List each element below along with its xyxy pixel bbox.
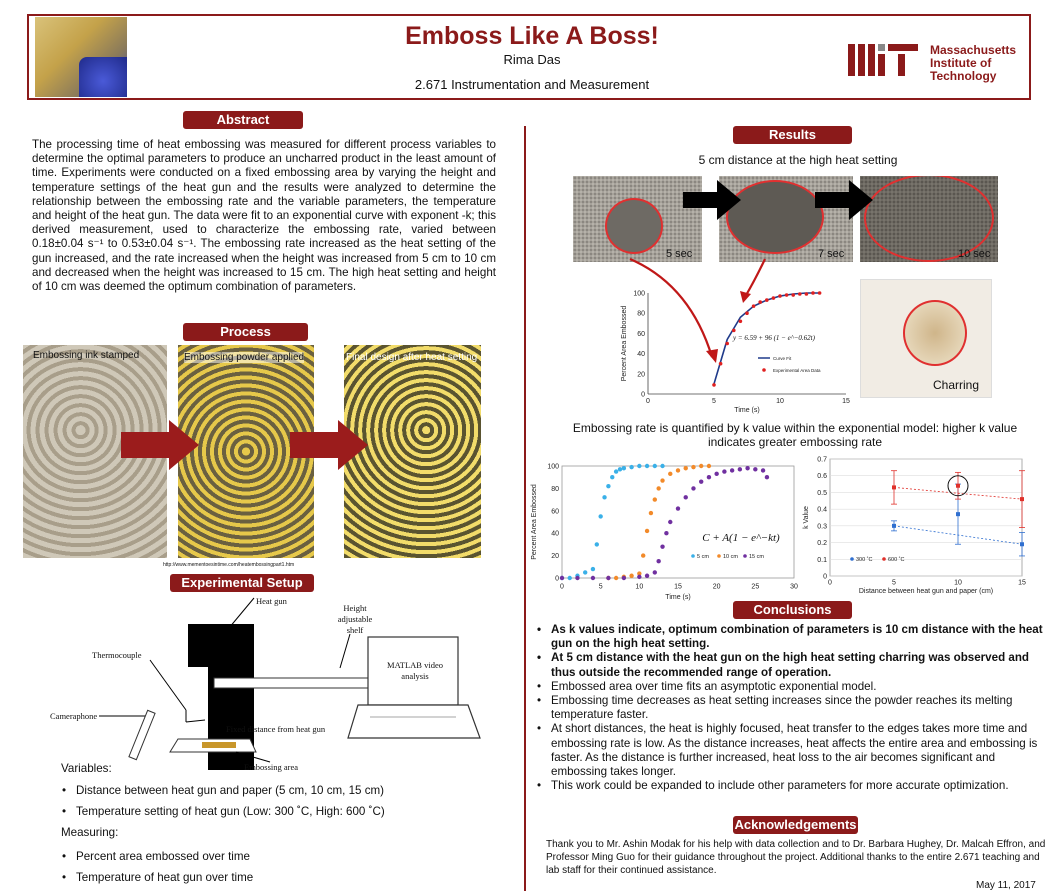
list-item: • Temperature of heat gun over time (58, 871, 478, 885)
x-axis-label: Time (s) (665, 594, 691, 601)
data-point (739, 319, 743, 323)
data-point (595, 542, 599, 546)
y-tick-label: 0 (641, 391, 645, 399)
model-equation: C + A(1 − e^−kt) (702, 532, 780, 544)
source-url: http://www.mementoesintime.com/heatembossingpart1.htm (163, 562, 295, 568)
y-tick-label: 40 (637, 351, 645, 359)
y-axis-label: Percent Area Embossed (531, 484, 538, 560)
x-tick-label: 0 (560, 583, 564, 591)
fit-equation: y = 6.59 + 96 (1 − e^−0.62t) (733, 334, 815, 342)
data-point (660, 478, 664, 482)
data-point (714, 472, 718, 476)
data-point (722, 469, 726, 473)
y-tick-label: 0.4 (817, 506, 827, 514)
x-tick-label: 20 (712, 583, 721, 591)
data-point (614, 469, 618, 473)
list-item: • Distance between heat gun and paper (5 cm, 10 cm, 15 cm) (58, 784, 478, 798)
institution-name (930, 44, 1016, 83)
column-divider (524, 126, 526, 891)
result-photo-10sec (860, 176, 998, 262)
label-heat-gun: Heat gun (256, 596, 287, 606)
x-tick-label: 5 (712, 398, 716, 405)
institution-line: Institute of (930, 56, 992, 70)
y-tick-label: 60 (637, 330, 645, 338)
data-point (560, 576, 564, 580)
data-point (656, 559, 660, 563)
data-point (606, 576, 610, 580)
legend-label: Experimental Area Data (773, 368, 821, 373)
charring-photo (860, 279, 992, 398)
legend-swatch (882, 557, 886, 561)
data-point (645, 529, 649, 533)
legend-swatch (850, 557, 854, 561)
legend-label: 15 cm (749, 554, 764, 560)
time-label: 10 sec (958, 248, 991, 260)
legend-label: 600 ˚C (888, 557, 905, 563)
data-point (641, 553, 645, 557)
process-caption: Embossing ink stamped (33, 350, 140, 361)
y-tick-label: 0.7 (817, 456, 827, 464)
data-point (684, 495, 688, 499)
data-point (598, 514, 602, 518)
y-tick-label: 100 (633, 290, 645, 298)
y-tick-label: 100 (547, 463, 559, 471)
data-point (660, 544, 664, 548)
legend-label: 5 cm (697, 554, 709, 560)
right-arrow-icon (121, 420, 201, 470)
label-cameraphone: Cameraphone (50, 711, 98, 721)
data-point (712, 383, 716, 387)
results-subtitle: 5 cm distance at the high heat setting (698, 153, 898, 167)
right-arrow-icon (290, 420, 370, 470)
data-point (725, 342, 729, 346)
label-thermocouple: Thermocouple (92, 650, 142, 660)
author: Rima Das (503, 52, 561, 67)
x-tick-label: 15 (1018, 579, 1026, 587)
y-tick-label: 0.3 (817, 523, 827, 531)
label-matlab: MATLAB video analysis (387, 660, 443, 681)
data-point (778, 294, 782, 298)
data-point (798, 292, 802, 296)
right-arrow-icon (683, 180, 743, 220)
data-point (818, 291, 822, 295)
data-point (622, 576, 626, 580)
legend-swatch-data (762, 368, 766, 372)
y-axis-label: Percent Area Embossed (621, 305, 628, 382)
data-point (610, 475, 614, 479)
data-point (691, 486, 695, 490)
data-point (752, 304, 756, 308)
data-point (676, 468, 680, 472)
x-axis-label: Time (s) (734, 407, 760, 414)
legend-label: 10 cm (723, 554, 738, 560)
data-point (606, 484, 610, 488)
y-tick-label: 0.5 (817, 489, 827, 497)
conclusion-item: • Embossing time decreases as heat setting increases since the powder reaches its melting temperature faster. (533, 694, 1051, 722)
data-point (765, 475, 769, 479)
x-tick-label: 10 (954, 579, 962, 587)
data-point (660, 464, 664, 468)
data-point (622, 466, 626, 470)
x-tick-label: 0 (828, 579, 832, 587)
y-tick-label: 0.1 (817, 556, 827, 564)
data-point (791, 293, 795, 297)
x-tick-label: 15 (674, 583, 682, 591)
measuring-title: Measuring: (61, 826, 119, 839)
list-item: • Temperature setting of heat gun (Low: 300 ˚C, High: 600 ˚C) (58, 805, 478, 819)
plot-frame (562, 466, 794, 578)
y-tick-label: 0 (823, 573, 827, 581)
data-point (956, 484, 960, 488)
x-tick-label: 5 (892, 579, 896, 587)
data-point (765, 298, 769, 302)
y-tick-label: 20 (551, 553, 559, 561)
date: May 11, 2017 (976, 880, 1036, 891)
mit-logo (848, 44, 920, 76)
data-point (645, 574, 649, 578)
x-tick-label: 0 (646, 398, 650, 405)
data-point (676, 506, 680, 510)
results-heading: Results (733, 126, 852, 144)
data-point (629, 574, 633, 578)
data-point (668, 520, 672, 524)
data-point (637, 464, 641, 468)
data-point (649, 511, 653, 515)
setup-heading: Experimental Setup (170, 574, 314, 592)
x-tick-label: 10 (776, 398, 784, 405)
data-point (956, 512, 960, 516)
setup-diagram (40, 592, 510, 777)
legend-label: Curve Fit (773, 356, 792, 361)
conclusions-heading: Conclusions (733, 601, 852, 619)
data-point (1020, 497, 1024, 501)
right-arrow-icon (815, 180, 875, 220)
data-point (618, 467, 622, 471)
fit-chart (618, 283, 853, 416)
data-point (761, 468, 765, 472)
data-point (629, 465, 633, 469)
data-point (719, 362, 723, 366)
variables-title: Variables: (61, 762, 112, 775)
data-point (699, 479, 703, 483)
y-tick-label: 80 (551, 485, 559, 493)
charring-label: Charring (933, 378, 980, 392)
data-point (637, 575, 641, 579)
acknowledgements-text: Thank you to Mr. Ashin Modak for his help with data collection and to Dr. Barbara Hughey, Dr. Malcah Effron, and Professor Ming Guo for their guidance throughout the project. Additional thanks to the entire 2.671 teaching and lab staff for their continued assistance. (546, 839, 1046, 876)
data-point (591, 576, 595, 580)
data-point (753, 467, 757, 471)
data-point (811, 291, 815, 295)
data-point (614, 576, 618, 580)
variables-list (58, 784, 478, 819)
legend-swatch (691, 554, 695, 558)
process-heading: Process (183, 323, 308, 341)
x-tick-label: 25 (751, 583, 760, 591)
abstract-heading: Abstract (183, 111, 303, 129)
label-fixed-distance: Fixed distance from heat gun (226, 724, 326, 734)
poster-title: Emboss Like A Boss! (405, 22, 659, 50)
data-point (568, 576, 572, 580)
data-point (602, 495, 606, 499)
data-point (758, 300, 762, 304)
legend-label: 300 ˚C (856, 557, 873, 563)
time-label: 7 sec (818, 248, 845, 260)
y-tick-label: 20 (637, 371, 645, 379)
data-point (730, 468, 734, 472)
data-point (575, 576, 579, 580)
y-axis-label: k Value (803, 506, 810, 529)
label-embossing-area: Embossing area (244, 762, 299, 772)
y-tick-label: 0.6 (817, 473, 827, 481)
legend-swatch (743, 554, 747, 558)
time-label: 5 sec (666, 248, 693, 260)
y-tick-label: 40 (551, 530, 559, 538)
k-value-chart (800, 452, 1030, 600)
area-time-chart (528, 455, 804, 603)
y-tick-label: 0 (555, 575, 559, 583)
data-point (745, 311, 749, 315)
data-point (707, 475, 711, 479)
abstract-text: The processing time of heat embossing was measured for different process variables to determine the optimal parameters to produce an uncharred product in the least amount of time. Experiments were conducted on a fixed embossing area by varying the height and temperature settings of the heat gun and the results were analyzed to determine the relationship between the embossing rate and the variable parameters, the temperature and height of the heat gun. The data were fit to an exponential curve with exponent -k; this derived measurement, used to characterize the embossing rate, varied between 0.18±0.04 s⁻¹ to 0.53±0.04 s⁻¹. The embossing rate increased as the heat setting of the gun increased, and the rate increased when the height was increased from 5 cm to 10 cm and decreased when the height was increased to 15 cm. The high heat setting and height of 10 cm was deemed the optimum combination of parameters. (32, 138, 496, 294)
process-caption: Final design after heat setting (346, 352, 478, 363)
data-point (707, 464, 711, 468)
x-tick-label: 10 (635, 583, 644, 591)
conclusion-item: • This work could be expanded to include other parameters for more accurate optimization. (533, 779, 1051, 793)
y-tick-label: 60 (551, 508, 559, 516)
course: 2.671 Instrumentation and Measurement (414, 77, 650, 92)
acknowledgements-heading: Acknowledgements (734, 817, 857, 832)
data-point (664, 531, 668, 535)
conclusions-list (533, 623, 1051, 793)
x-tick-label: 5 (598, 583, 603, 591)
label-shelf: Height adjustable shelf (337, 603, 373, 635)
conclusion-item: • As k values indicate, optimum combination of parameters is 10 cm distance with the heat gun on the high heat setting. (533, 623, 1051, 651)
list-item: • Percent area embossed over time (58, 850, 478, 864)
data-point (591, 567, 595, 571)
data-point (732, 329, 736, 333)
x-tick-label: 15 (842, 398, 850, 405)
institution-line: Massachusetts (930, 43, 1017, 57)
conclusion-item: • At 5 cm distance with the heat gun on the high heat setting charring was observed and thus outside the recommended range of operation. (533, 651, 1051, 679)
data-point (653, 497, 657, 501)
x-tick-label: 30 (790, 583, 798, 591)
y-tick-label: 0.2 (817, 540, 827, 548)
data-point (738, 467, 742, 471)
institution-line: Technology (930, 69, 997, 83)
data-point (745, 466, 749, 470)
x-axis-label: Distance between heat gun and paper (cm) (858, 588, 994, 595)
conclusion-item: • Embossed area over time fits an asymptotic exponential model. (533, 680, 1051, 694)
data-point (699, 464, 703, 468)
process-caption: Embossing powder applied (184, 352, 305, 363)
data-point (656, 486, 660, 490)
data-point (653, 570, 657, 574)
data-point (684, 466, 688, 470)
data-point (583, 570, 587, 574)
data-point (805, 292, 809, 296)
y-tick-label: 80 (637, 310, 645, 318)
conclusion-item: • At short distances, the heat is highly focused, heat transfer to the edges takes more time and embossing rate is low. As the distance increases, heat affects the entire area and embossing is faster. As the distance is further increased, heat loss to the air becomes significant and embossing takes longer. (533, 722, 1051, 779)
rate-text: Embossing rate is quantified by k value within the exponential model: higher k value indicates greater embossing rate (572, 421, 1018, 449)
data-point (668, 472, 672, 476)
data-point (772, 296, 776, 300)
data-point (653, 464, 657, 468)
measuring-list (58, 850, 478, 885)
data-point (785, 293, 789, 297)
data-point (645, 464, 649, 468)
legend-swatch (717, 554, 721, 558)
data-point (691, 465, 695, 469)
